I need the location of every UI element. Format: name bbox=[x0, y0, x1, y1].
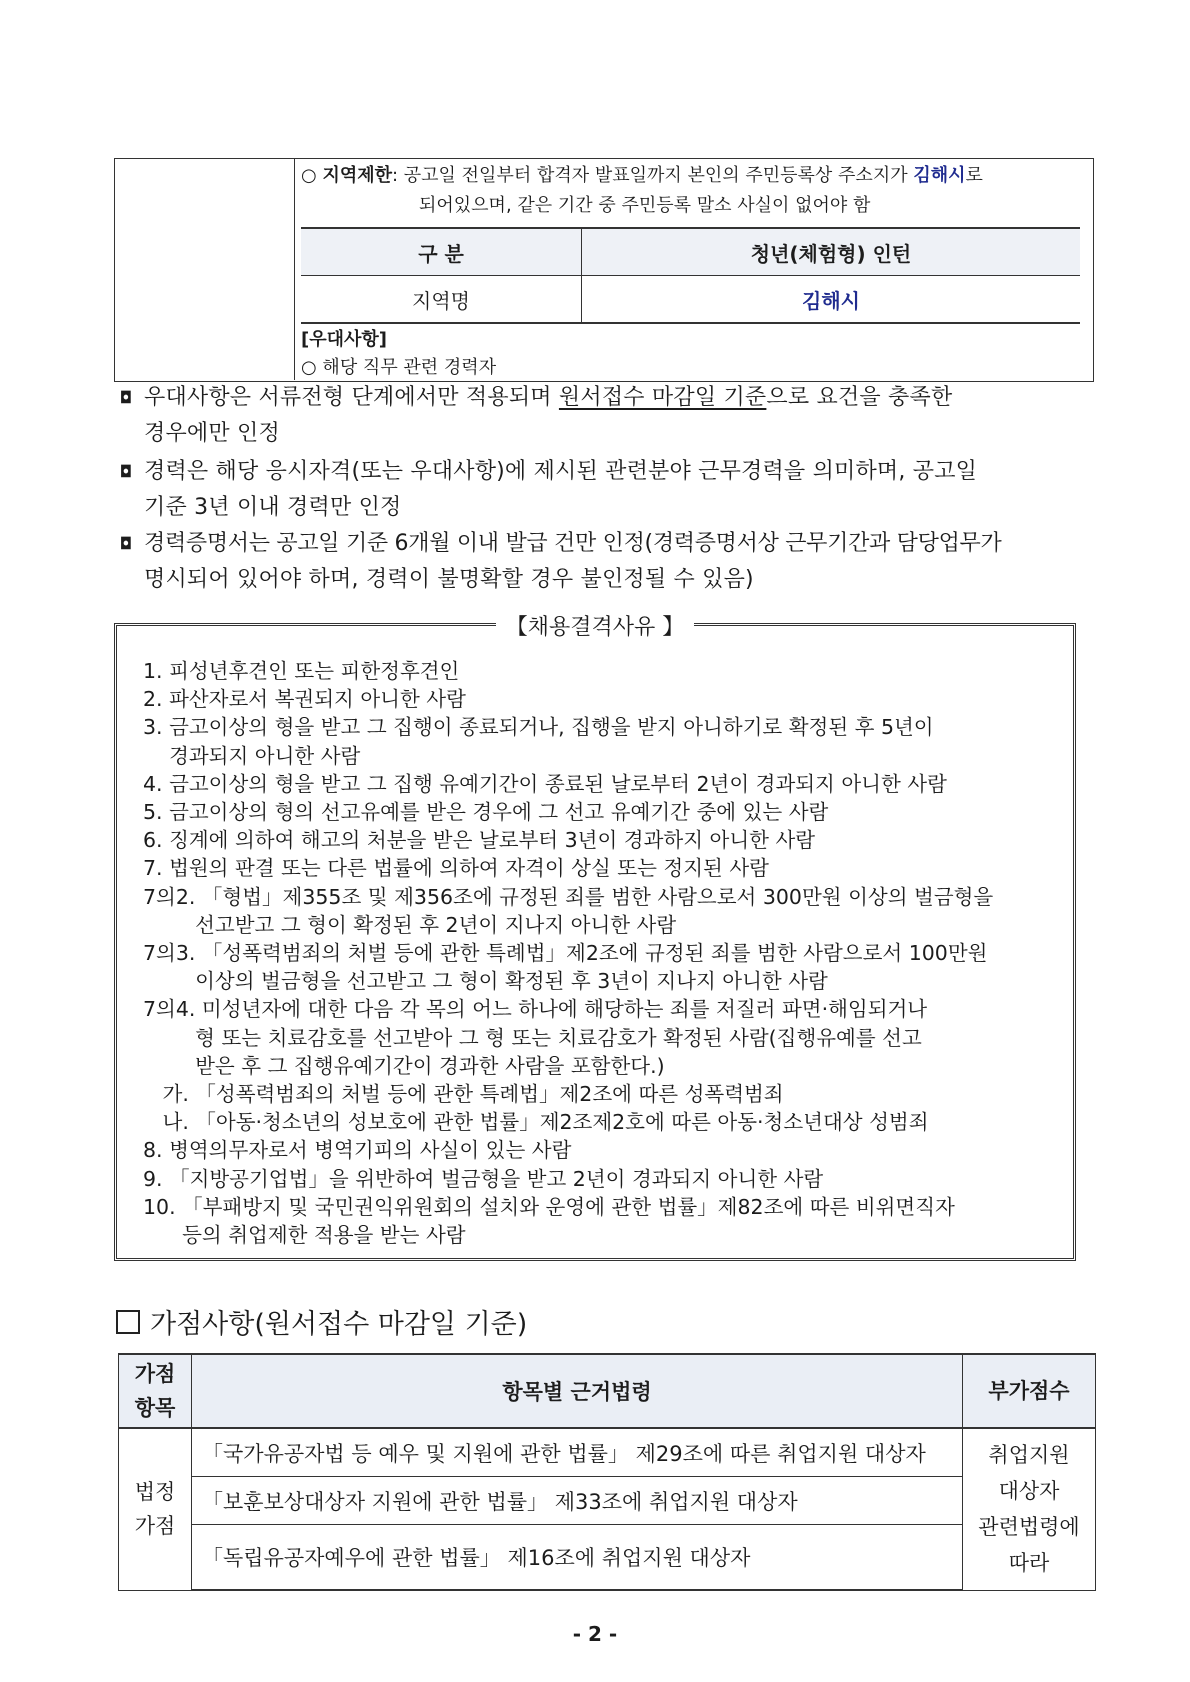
disqualification-item: 7. 법원의 판결 또는 다른 법률에 의하여 자격이 상실 또는 정지된 사람 bbox=[143, 856, 769, 881]
table-row bbox=[119, 1428, 1096, 1477]
region-table-header bbox=[301, 228, 1080, 276]
region-text-b: 로 bbox=[965, 165, 983, 186]
basis-row-2: 「보훈보상대상자 지원에 관한 법률」 제33조에 취업지원 대상자 bbox=[192, 1477, 963, 1525]
basis-row-1: 「국가유공자법 등 예우 및 지원에 관한 법률」 제29조에 따른 취업지원 대상자 bbox=[192, 1428, 963, 1477]
disqualification-item: 5. 금고이상의 형의 선고유예를 받은 경우에 그 선고 유예기간 중에 있는 사람 bbox=[143, 800, 829, 824]
note-preference-timing bbox=[116, 380, 1096, 452]
region-table-row bbox=[301, 276, 1080, 324]
section-title-text: 가점사항(원서접수 마감일 기준) bbox=[150, 1309, 528, 1340]
disqualification-item: 받은 후 그 집행유예기간이 경과한 사람을 포함한다.) bbox=[143, 1053, 665, 1078]
disqualification-title: 【채용결격사유 】 bbox=[496, 615, 695, 640]
note-bullet-icon: ◘ bbox=[119, 534, 133, 553]
note2-line2: 기준 3년 이내 경력만 인정 bbox=[144, 495, 402, 520]
preference-title: [우대사항] bbox=[301, 329, 388, 350]
circle-bullet: ○ bbox=[301, 165, 323, 186]
disqualification-item: 선고받고 그 형이 확정된 후 2년이 지나지 아니한 사람 bbox=[143, 912, 677, 937]
basis-row-3: 「독립유공자예우에 관한 법률」 제16조에 취업지원 대상자 bbox=[192, 1525, 963, 1591]
disqualification-item: 4. 금고이상의 형을 받고 그 집행 유예기간이 종료된 날로부터 2년이 경과되지 아니한 사람 bbox=[143, 771, 947, 796]
table-row bbox=[119, 1477, 1096, 1525]
extra-l4: 따라 bbox=[1008, 1551, 1050, 1576]
bonus-points-header bbox=[119, 1354, 1096, 1428]
note2-line1: 경력은 해당 응시자격(또는 우대사항)에 제시된 관련분야 근무경력을 의미하며, 공고일 bbox=[144, 459, 978, 484]
disqualification-item: 7의2. 「형법」제355조 및 제356조에 규정된 죄를 범한 사람으로서 300만원 이상의 벌금형을 bbox=[143, 884, 994, 909]
region-table bbox=[301, 227, 1080, 324]
note1-text-a: 우대사항은 서류전형 단계에서만 적용되며 bbox=[144, 385, 559, 410]
section-title bbox=[116, 1302, 527, 1341]
header-category-l2: 항목 bbox=[134, 1396, 176, 1420]
disqualification-item: 9. 「지방공기업법」을 위반하여 벌금형을 받고 2년이 경과되지 아니한 사람 bbox=[143, 1166, 824, 1191]
region-restriction-line2: 되어있으며, 같은 기간 중 주민등록 말소 사실이 없어야 함 bbox=[419, 195, 871, 216]
region-restriction-line1 bbox=[301, 161, 983, 187]
header-category-l1: 가점 bbox=[134, 1362, 176, 1386]
disqualification-item: 경과되지 아니한 사람 bbox=[143, 743, 361, 768]
disqualification-item: 이상의 벌금형을 선고받고 그 형이 확정된 후 3년이 지나지 아니한 사람 bbox=[143, 969, 828, 994]
bonus-points-table bbox=[118, 1353, 1096, 1591]
page-number: - 2 - bbox=[572, 1622, 618, 1646]
region-text-a: : 공고일 전일부터 합격자 발표일까지 본인의 주민등록상 주소지가 bbox=[392, 165, 914, 186]
disqualification-item: 2. 파산자로서 복권되지 아니한 사람 bbox=[143, 687, 466, 712]
table-row bbox=[119, 1525, 1096, 1591]
legal-points-category bbox=[119, 1428, 192, 1590]
note1-underlined: 원서접수 마감일 기준 bbox=[558, 385, 767, 410]
region-table-region-value: 김해시 bbox=[582, 276, 1081, 324]
extra-l1: 취업지원 bbox=[988, 1443, 1070, 1468]
disqualification-title-wrap bbox=[117, 610, 1073, 641]
note3-line1: 경력증명서는 공고일 기준 6개월 이내 발급 건만 인정(경력증명서상 근무기간과 담당업무가 bbox=[144, 531, 1002, 556]
extra-l2: 대상자 bbox=[998, 1479, 1060, 1504]
note1-text-b: 으로 요건을 충족한 bbox=[766, 385, 953, 410]
disqualification-item: 6. 징계에 의하여 해고의 처분을 받은 날로부터 3년이 경과하지 아니한 사람 bbox=[143, 828, 816, 853]
header-basis: 항목별 근거법령 bbox=[192, 1354, 963, 1428]
region-label: 지역제한 bbox=[322, 165, 392, 186]
checkbox-square-icon bbox=[116, 1310, 140, 1334]
note-bullet-icon: ◘ bbox=[119, 388, 133, 407]
region-city-highlight: 김해시 bbox=[913, 165, 966, 186]
preference-item: ○ 해당 직무 관련 경력자 bbox=[301, 357, 497, 378]
note3-line2: 명시되어 있어야 하며, 경력이 불명확할 경우 불인정될 수 있음) bbox=[144, 567, 754, 592]
header-category bbox=[119, 1354, 192, 1428]
note-bullet-icon: ◘ bbox=[119, 462, 133, 481]
region-table-header-category: 구 분 bbox=[301, 228, 582, 276]
region-table-header-position: 청년(체험형) 인턴 bbox=[582, 228, 1081, 276]
box-column-divider bbox=[294, 159, 295, 380]
disqualification-item: 등의 취업제한 적용을 받는 사람 bbox=[143, 1223, 466, 1247]
disqualification-item: 형 또는 치료감호를 선고받아 그 형 또는 치료감호가 확정된 사람(집행유예를 선고 bbox=[143, 1025, 922, 1050]
extra-points-value bbox=[963, 1428, 1096, 1590]
disqualification-item: 가. 「성폭력범죄의 처벌 등에 관한 특례법」제2조에 따른 성폭력범죄 bbox=[143, 1082, 784, 1106]
extra-l3: 관련법령에 bbox=[978, 1515, 1080, 1540]
note-experience-certificate bbox=[116, 526, 1096, 598]
disqualification-item: 7의4. 미성년자에 대한 다음 각 목의 어느 하나에 해당하는 죄를 저질러 파면·해임되거나 bbox=[143, 997, 928, 1022]
disqualification-item: 1. 피성년후견인 또는 피한정후견인 bbox=[143, 659, 460, 683]
eligibility-box bbox=[114, 158, 1094, 382]
disqualification-item: 나. 「아동·청소년의 성보호에 관한 법률」제2조제2호에 따른 아동·청소년대상 성범죄 bbox=[143, 1110, 929, 1135]
note1-line2: 경우에만 인정 bbox=[144, 421, 280, 446]
disqualification-item: 3. 금고이상의 형을 받고 그 집행이 종료되거나, 집행을 받지 아니하기로 확정된 후 5년이 bbox=[143, 715, 934, 740]
disqualification-box bbox=[114, 615, 1076, 1261]
disqualification-item: 10. 「부패방지 및 국민권익위원회의 설치와 운영에 관한 법률」제82조에 따른 비위면직자 bbox=[143, 1194, 955, 1219]
category-l1: 법정 bbox=[134, 1480, 176, 1505]
region-table-region-label: 지역명 bbox=[301, 276, 582, 324]
header-extra-points: 부가점수 bbox=[963, 1354, 1096, 1428]
category-l2: 가점 bbox=[134, 1514, 176, 1539]
note-experience-definition bbox=[116, 454, 1096, 526]
disqualification-item: 8. 병역의무자로서 병역기피의 사실이 있는 사람 bbox=[143, 1138, 572, 1163]
disqualification-item: 7의3. 「성폭력범죄의 처벌 등에 관한 특례법」제2조에 규정된 죄를 범한 사람으로서 100만원 bbox=[143, 941, 988, 965]
